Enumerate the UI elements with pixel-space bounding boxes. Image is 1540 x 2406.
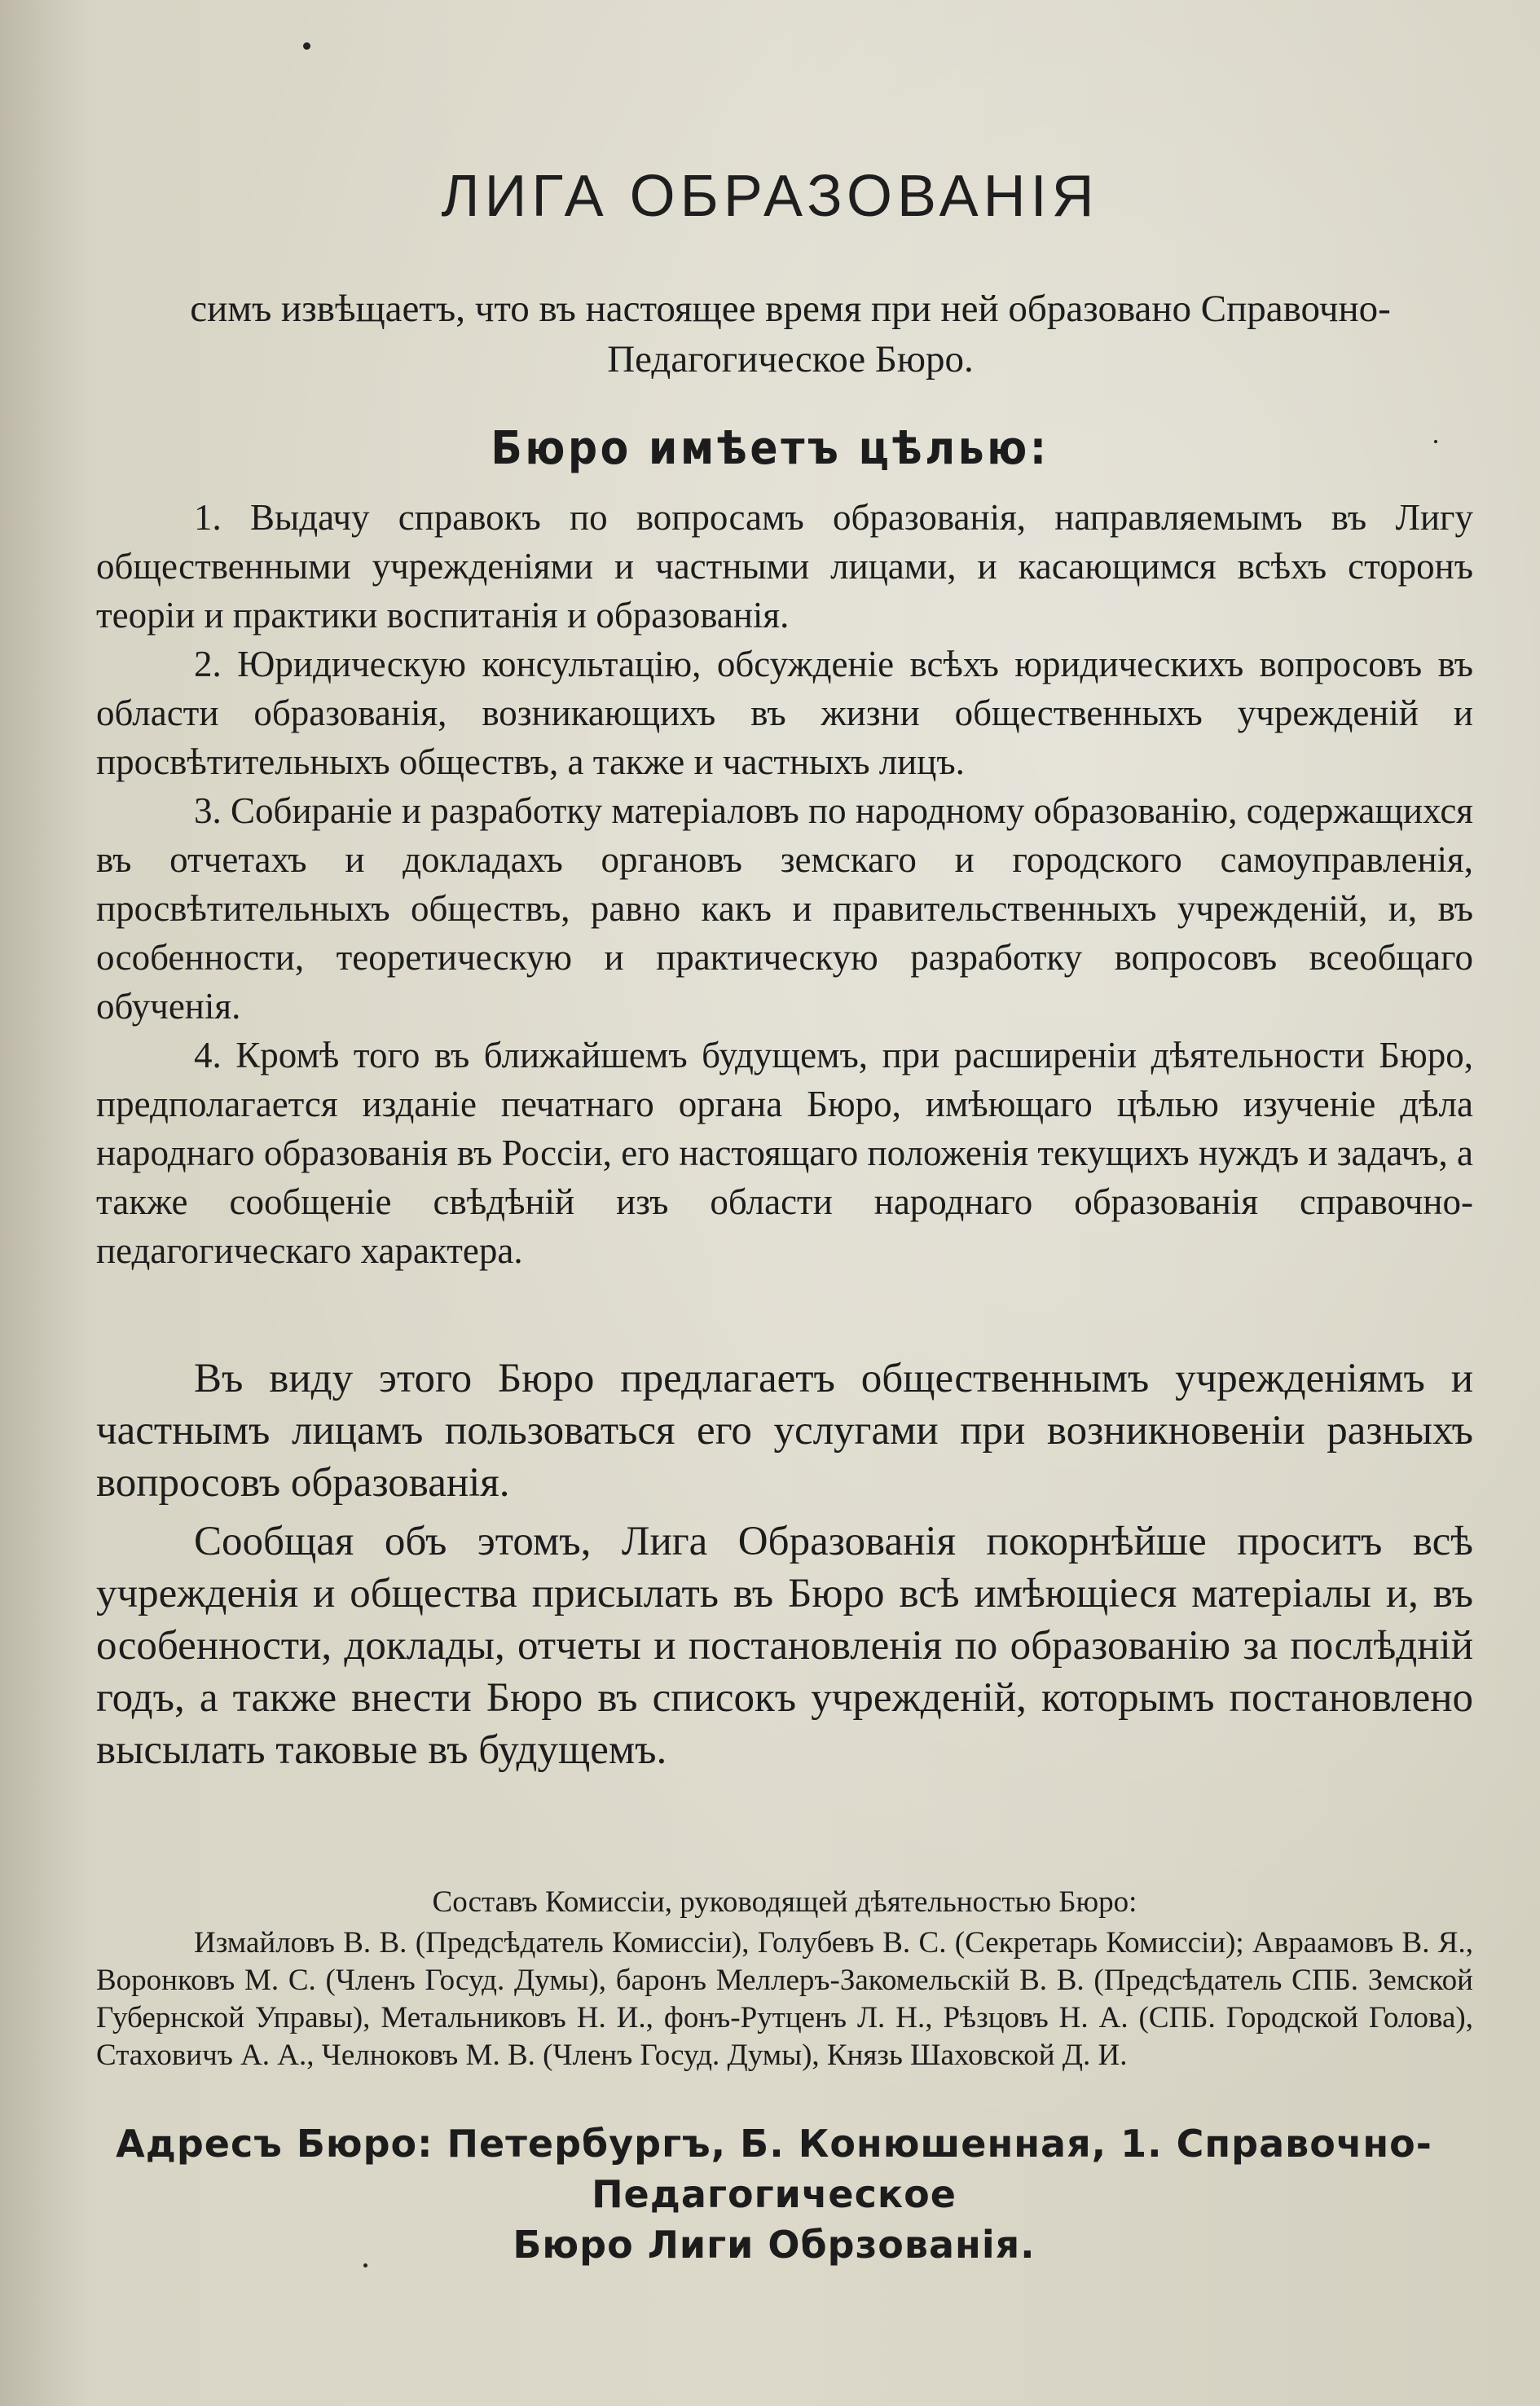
goal-item-4: 4. Кромѣ того въ ближайшемъ будущемъ, при расширенiи дѣятельности Бюро, предполагается изданiе печатнаго органа Бюро, имѣющаго цѣлью изученiе дѣла народнаго образованiя въ Россiи, его настоящаго положенiя текущихъ нуждъ и задачъ, а также сообщенiе свѣдѣнiй изъ области народнаго образованiя справочно-педагогическаго характера. bbox=[96, 1035, 1473, 1271]
request-section bbox=[96, 1515, 1473, 1776]
commission-members-block bbox=[96, 1924, 1473, 2074]
request-paragraph: Сообщая объ этомъ, Лига Образованiя покорнѣйше проситъ всѣ учрежденiя и общества присылать въ Бюро всѣ имѣющiеся матерiалы и, въ особенности, доклады, отчеты и постановленiя по образованiю за послѣднiй годъ, а также внести Бюро въ списокъ учрежденiй, которымъ постановлено высылать таковые въ будущемъ. bbox=[96, 1519, 1473, 1773]
intro-text: симъ извѣщаетъ, что въ настоящее время при ней образовано Справочно-Педагогическое Бюро. bbox=[190, 288, 1391, 380]
commission-heading: Составъ Комиссiи, руководящей дѣятельностью Бюро: bbox=[432, 1885, 1137, 1919]
bureau-address bbox=[81, 2118, 1467, 2270]
commission-members: Измайловъ В. В. (Предсѣдатель Комиссiи), Голубевъ В. С. (Секретарь Комиссiи); Авраамовъ В. Я., Воронковъ М. С. (Членъ Госуд. Думы), баронъ Меллеръ-Закомельскiй В. В. (Предсѣдатель СПБ. Земской Губернской Управы), Метальниковъ Н. И., фонъ-Рутценъ Л. Н., Рѣзцовъ Н. А. (СПБ. Городской Голова), Стаховичъ А. А., Челноковъ М. В. (Членъ Госуд. Думы), Князь Шаховской Д. И. bbox=[96, 1926, 1473, 2072]
address-line-2: Бюро Лиги Обрзованiя. bbox=[513, 2223, 1036, 2267]
address-line-1: Адресъ Бюро: Петербургъ, Б. Конюшенная, 1. Справочно-Педагогическое bbox=[116, 2122, 1432, 2216]
goal-item-2: 2. Юридическую консультацiю, обсужденiе всѣхъ юридическихъ вопросовъ въ области образованiя, возникающихъ въ жизни общественныхъ учрежденiй и просвѣтительныхъ обществъ, а также и частныхъ лицъ. bbox=[96, 644, 1473, 782]
offer-paragraph: Въ виду этого Бюро предлагаетъ общественнымъ учрежденiямъ и частнымъ лицамъ пользоваться его услугами при возникновенiи разныхъ вопросовъ образованiя. bbox=[96, 1356, 1473, 1506]
goal-list bbox=[96, 493, 1473, 1275]
offer-section bbox=[96, 1353, 1473, 1509]
goal-item-3: 3. Собиранiе и разработку матерiаловъ по народному образованiю, содержащихся въ отчетахъ и докладахъ органовъ земскаго и городского самоуправленiя, просвѣтительныхъ обществъ, равно какъ и правительственныхъ учрежденiй, и, въ особенности, теоретическую и практическую разработку вопросовъ всеобщаго обученiя. bbox=[96, 790, 1473, 1027]
goal-item-1: 1. Выдачу справокъ по вопросамъ образованiя, направляемымъ въ Лигу общественными учрежденiями и частными лицами, и касающимся всѣхъ сторонъ теорiи и практики воспитанiя и образованiя. bbox=[96, 497, 1473, 636]
goal-heading: Бюро имѣетъ цѣлью: bbox=[491, 422, 1049, 475]
ink-speck bbox=[303, 42, 310, 50]
document-title: ЛИГА ОБРАЗОВАНIЯ bbox=[441, 164, 1099, 229]
